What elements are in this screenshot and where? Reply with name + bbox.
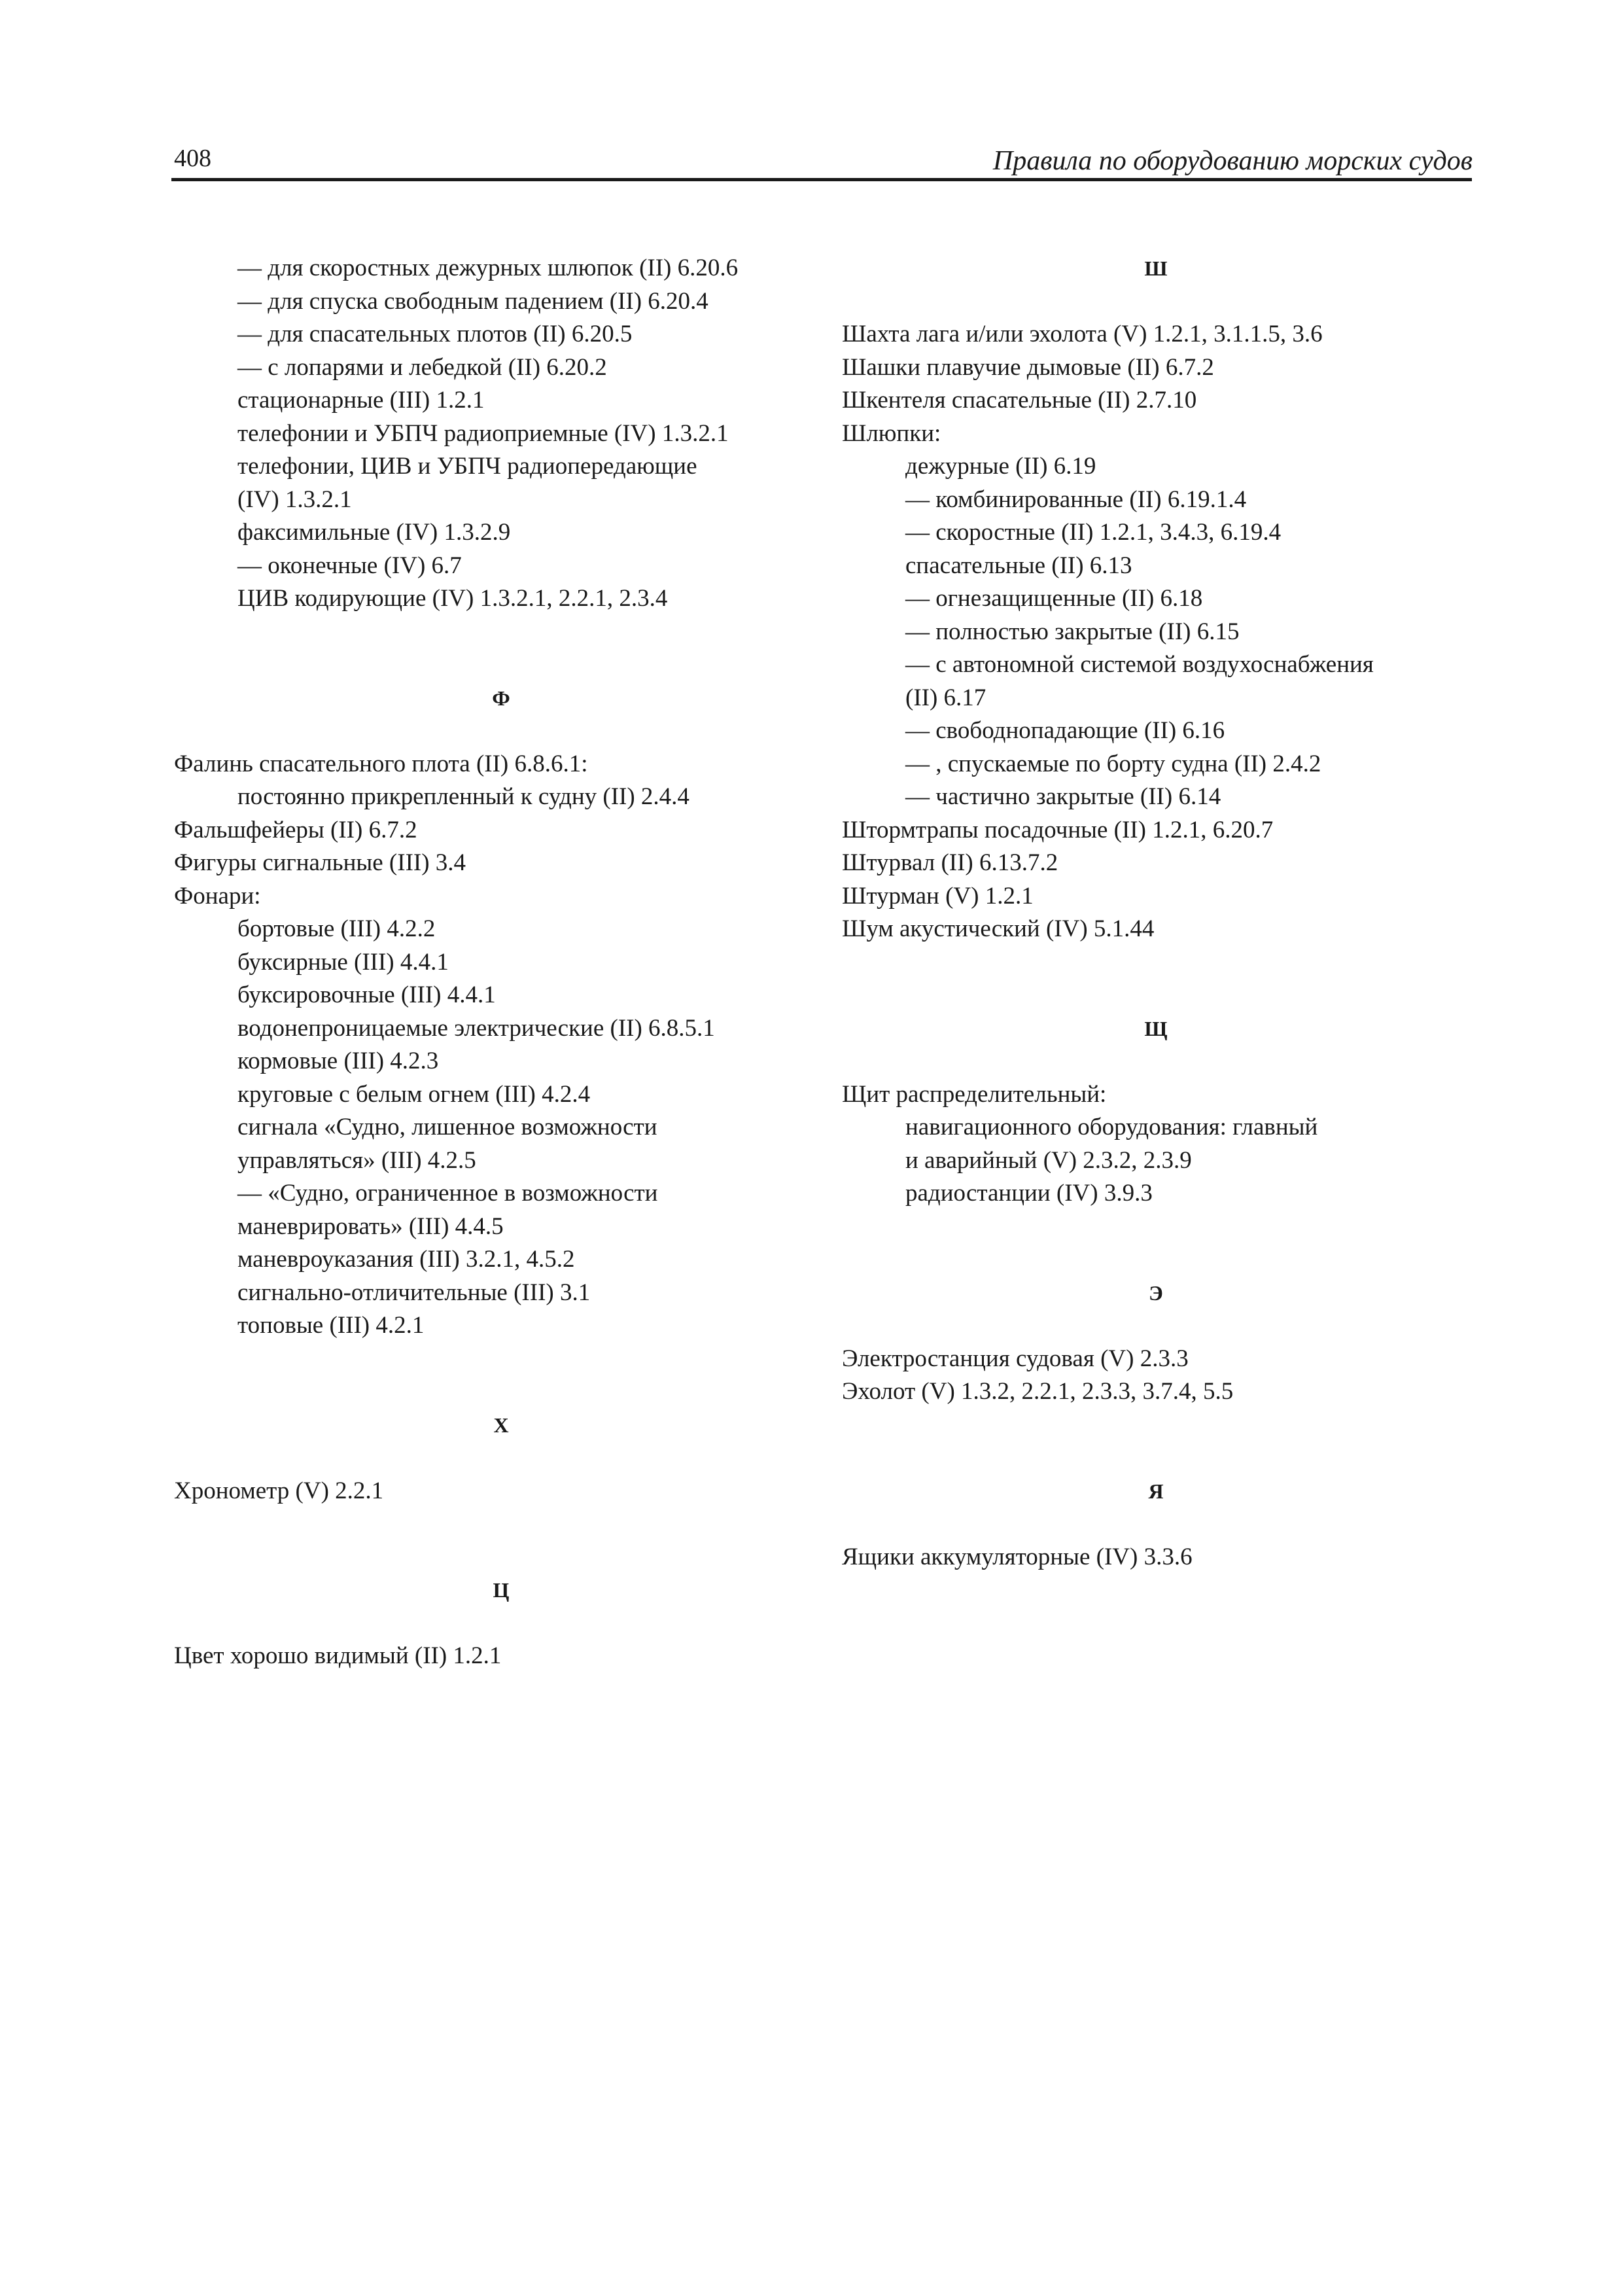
spacer xyxy=(842,946,1470,980)
index-subentry: факсимильные (IV) 1.3.2.9 xyxy=(237,519,511,546)
index-subentry: водонепроницаемые электрические (II) 6.8.5.1 xyxy=(237,1014,715,1042)
index-subentry: сигнально-отличительные (III) 3.1 xyxy=(237,1279,591,1306)
index-subentry: — с лопарями и лебедкой (II) 6.20.2 xyxy=(237,353,607,381)
index-subentry: — частично закрытые (II) 6.14 xyxy=(905,783,1221,810)
header-rule xyxy=(171,178,1472,181)
spacer xyxy=(842,1441,1470,1475)
index-subentry: — полностью закрытые (II) 6.15 xyxy=(905,618,1240,645)
index-subentry: телефонии и УБПЧ радиоприемные (IV) 1.3.2.1 xyxy=(237,419,729,447)
section-letter-heading: Щ xyxy=(1144,1016,1168,1040)
spacer xyxy=(842,1210,1470,1244)
index-entry: Шашки плавучие дымовые (II) 6.7.2 xyxy=(842,353,1214,381)
index-subentry: бортовые (III) 4.2.2 xyxy=(237,915,436,942)
index-entry: Щит распределительный: xyxy=(842,1080,1107,1108)
spacer xyxy=(842,979,1470,1012)
section-letter-heading: Ф xyxy=(492,686,510,710)
index-subentry: — комбинированные (II) 6.19.1.4 xyxy=(905,486,1247,513)
index-entry: Хронометр (V) 2.2.1 xyxy=(174,1477,384,1504)
section-letter-heading: Э xyxy=(1149,1280,1163,1305)
spacer xyxy=(174,715,828,748)
index-subentry: — , спускаемые по борту судна (II) 2.4.2 xyxy=(905,750,1321,777)
index-subentry: дежурные (II) 6.19 xyxy=(905,453,1096,480)
index-subentry: топовые (III) 4.2.1 xyxy=(237,1312,425,1339)
spacer xyxy=(842,1243,1470,1277)
index-subentry: — скоростные (II) 1.2.1, 3.4.3, 6.19.4 xyxy=(905,519,1282,546)
index-subentry: кормовые (III) 4.2.3 xyxy=(237,1048,439,1074)
index-subentry: — для скоростных дежурных шлюпок (II) 6.20.6 xyxy=(237,255,739,281)
index-column-left xyxy=(174,252,828,1673)
section-letter-heading: Х xyxy=(493,1413,509,1437)
index-subentry: маневроуказания (III) 3.2.1, 4.5.2 xyxy=(237,1246,575,1273)
index-entry: Шум акустический (IV) 5.1.44 xyxy=(842,915,1155,942)
index-entry: Фалинь спасательного плота (II) 6.8.6.1: xyxy=(174,750,588,777)
index-entry: Шахта лага и/или эхолота (V) 1.2.1, 3.1.1.5, 3.6 xyxy=(842,321,1323,347)
index-subentry: навигационного оборудования: главный xyxy=(905,1114,1318,1140)
index-entry: Штурвал (II) 6.13.7.2 xyxy=(842,849,1058,876)
section-letter-heading: Я xyxy=(1148,1479,1164,1503)
index-entry: Цвет хорошо видимый (II) 1.2.1 xyxy=(174,1642,502,1669)
index-subentry: постоянно прикрепленный к судну (II) 2.4.4 xyxy=(237,783,689,810)
spacer xyxy=(174,1441,828,1475)
spacer xyxy=(842,1508,1470,1541)
index-entry: Фигуры сигнальные (III) 3.4 xyxy=(174,849,466,876)
index-subentry: стационарные (III) 1.2.1 xyxy=(237,387,485,414)
index-subentry: буксирные (III) 4.4.1 xyxy=(237,948,449,976)
spacer xyxy=(842,1309,1470,1343)
index-subentry: ЦИВ кодирующие (IV) 1.3.2.1, 2.2.1, 2.3.4 xyxy=(237,585,668,612)
index-entry: Эхолот (V) 1.3.2, 2.2.1, 2.3.3, 3.7.4, 5.5 xyxy=(842,1378,1234,1405)
spacer xyxy=(842,1409,1470,1442)
index-subentry: радиостанции (IV) 3.9.3 xyxy=(905,1180,1153,1207)
index-entry: Электростанция судовая (V) 2.3.3 xyxy=(842,1345,1189,1372)
index-subentry: — с автономной системой воздухоснабжения xyxy=(905,651,1374,678)
section-letter-heading: Ш xyxy=(1144,256,1168,280)
spacer xyxy=(174,616,828,649)
index-subentry: — оконечные (IV) 6.7 xyxy=(237,552,462,579)
spacer xyxy=(842,285,1470,319)
index-entry: Фальшфейеры (II) 6.7.2 xyxy=(174,816,417,843)
index-subentry: — огнезащищенные (II) 6.18 xyxy=(905,585,1203,612)
index-entry: Штормтрапы посадочные (II) 1.2.1, 6.20.7 xyxy=(842,816,1274,843)
spacer xyxy=(174,1607,828,1640)
index-entry: Ящики аккумуляторные (IV) 3.3.6 xyxy=(842,1543,1193,1570)
index-subentry: — для спуска свободным падением (II) 6.20.4 xyxy=(237,287,708,315)
index-subentry: — свободнопадающие (II) 6.16 xyxy=(905,717,1225,744)
spacer xyxy=(174,1541,828,1574)
index-subentry: телефонии, ЦИВ и УБПЧ радиопередающие xyxy=(237,453,697,480)
index-subentry: маневрировать» (III) 4.4.5 xyxy=(237,1212,504,1240)
index-subentry: управляться» (III) 4.2.5 xyxy=(237,1146,476,1174)
spacer xyxy=(842,1045,1470,1078)
index-subentry: круговые с белым огнем (III) 4.2.4 xyxy=(237,1080,591,1108)
spacer xyxy=(174,1375,828,1409)
index-subentry: (II) 6.17 xyxy=(905,684,986,711)
index-entry: Фонари: xyxy=(174,882,261,910)
index-subentry: — «Судно, ограниченное в возможности xyxy=(237,1180,658,1207)
index-subentry: спасательные (II) 6.13 xyxy=(905,552,1132,579)
index-subentry: сигнала «Судно, лишенное возможности xyxy=(237,1114,657,1140)
index-entry: Шлюпки: xyxy=(842,419,941,447)
index-subentry: (IV) 1.3.2.1 xyxy=(237,486,352,513)
spacer xyxy=(174,648,828,682)
index-entry: Штурман (V) 1.2.1 xyxy=(842,882,1034,910)
index-subentry: — для спасательных плотов (II) 6.20.5 xyxy=(237,321,633,347)
section-letter-heading: Ц xyxy=(493,1578,510,1602)
index-subentry: буксировочные (III) 4.4.1 xyxy=(237,981,496,1008)
index-entry: Шкентеля спасательные (II) 2.7.10 xyxy=(842,387,1197,414)
spacer xyxy=(174,1508,828,1541)
running-title: Правила по оборудованию морских судов xyxy=(992,146,1473,176)
index-column-right xyxy=(842,252,1470,1574)
page-number: 408 xyxy=(174,145,211,172)
spacer xyxy=(174,1343,828,1376)
index-subentry: и аварийный (V) 2.3.2, 2.3.9 xyxy=(905,1146,1192,1174)
